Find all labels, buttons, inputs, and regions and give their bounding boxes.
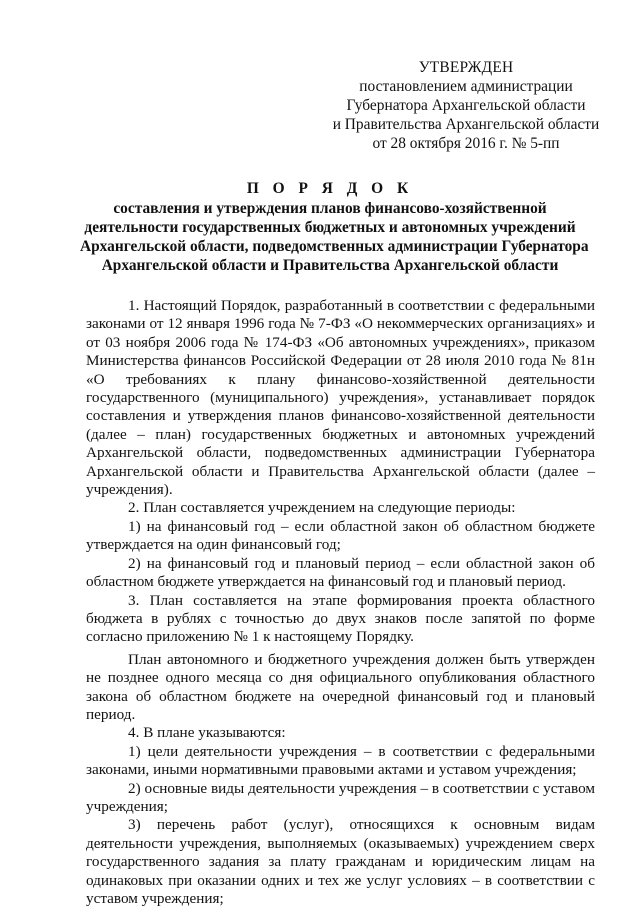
paragraph: 1) цели деятельности учреждения – в соответствии с федеральными законами, иными нормативными правовыми актами и уставом учреждения; xyxy=(86,742,595,779)
paragraph: 3) перечень работ (услуг), относящихся к основным видам деятельности учреждения, выполняемых (оказываемых) учреждением сверх государственного задания за плату гражданам и юридическим лицам на одинаковых при оказании одних и тех же услуг условиях – в соответствии с уставом учреждения; xyxy=(86,816,595,907)
approval-heading: УТВЕРЖДЕН xyxy=(418,59,514,76)
document-title xyxy=(80,179,589,275)
approval-line: от 28 октября 2016 г. № 5-пп xyxy=(372,135,560,152)
title-heading: П О Р Я Д О К xyxy=(246,180,414,197)
paragraph: План автономного и бюджетного учреждения должен быть утвержден не позднее одного месяца со дня официального опубликования областного закона об областном бюджете на очередной финансовый год и плановый период. xyxy=(86,650,595,723)
paragraph: 2) основные виды деятельности учреждения – в соответствии с уставом учреждения; xyxy=(86,779,595,815)
paragraph: 2. План составляется учреждением на следующие периоды: xyxy=(128,499,516,517)
paragraph: 1) на финансовый год – если областной закон об областном бюджете утверждается на один финансовый год; xyxy=(86,517,595,554)
title-line: деятельности государственных бюджетных и автономных учреждений xyxy=(84,219,576,236)
approval-line: постановлением администрации xyxy=(359,78,573,95)
paragraph: 4. В плане указываются: xyxy=(128,724,286,742)
title-line: составления и утверждения планов финансово-хозяйственной xyxy=(113,200,547,217)
title-line: Архангельской области, подведомственных администрации Губернатора xyxy=(80,238,589,255)
title-line: Архангельской области и Правительства Архангельской области xyxy=(101,257,559,274)
approval-line: и Правительства Архангельской области xyxy=(332,116,600,133)
document-body xyxy=(86,297,595,908)
approval-stamp xyxy=(316,58,616,153)
paragraph: 2) на финансовый год и плановый период – если областной закон об областном бюджете утверждается на финансовый год и плановый период. xyxy=(86,554,595,591)
paragraph: 3. План составляется на этапе формирования проекта областного бюджета в рублях с точностью до двух знаков после запятой по форме согласно приложению № 1 к настоящему Порядку. xyxy=(86,591,595,646)
approval-line: Губернатора Архангельской области xyxy=(346,97,586,114)
paragraph: 1. Настоящий Порядок, разработанный в соответствии с федеральными законами от 12 января 1996 года № 7-ФЗ «О некоммерческих организациях» и от 03 ноября 2006 года № 174-ФЗ «Об автономных учреждениях», приказом Министерства финансов Российской Федерации от 28 июля 2010 года № 81н «О требованиях к плану финансово-хозяйственной деятельности государственного (муниципального) учреждения», устанавливает порядок составления и утверждения планов финансово-хозяйственной деятельности (далее – план) государственных бюджетных и автономных учреждений Архангельской области, подведомственных администрации Губернатора Архангельской области и Правительства Архангельской области (далее – учреждения). xyxy=(86,297,595,499)
